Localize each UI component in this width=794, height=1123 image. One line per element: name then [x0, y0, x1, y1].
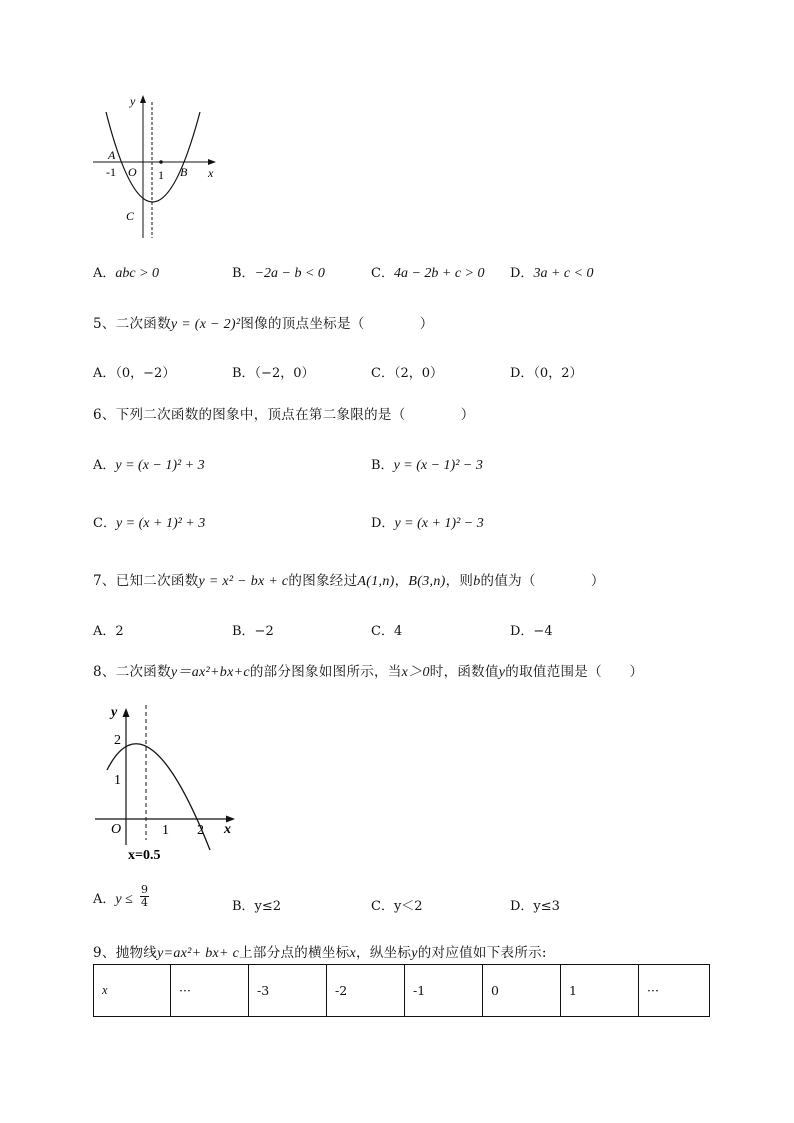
- fig2-origin: O: [111, 822, 122, 837]
- q5-formula: y = (x − 2)²: [170, 317, 241, 332]
- question-5-stem: [93, 312, 434, 333]
- q5-suffix: 图像的顶点坐标是（ ）: [240, 316, 434, 332]
- q8-option-a[interactable]: [93, 883, 149, 909]
- option-expr: 4a − 2b + c > 0: [393, 266, 485, 281]
- q8-end: 的取值范围是（ ）: [505, 664, 644, 680]
- option-expr: abc > 0: [115, 266, 160, 281]
- fig1-x-arrow: [208, 159, 216, 165]
- fig1-origin: O: [128, 165, 137, 179]
- q6-option-d[interactable]: [371, 512, 484, 532]
- table-cell: 0: [483, 965, 561, 1017]
- q6-option-a[interactable]: [93, 454, 205, 474]
- q9-var-x: x: [349, 946, 357, 961]
- q8-option-c[interactable]: C．y＜2: [371, 899, 423, 914]
- fig2-y-arrow: [123, 708, 130, 717]
- q5-option-d[interactable]: D．（0，2）: [510, 366, 583, 381]
- fig2-parabola: [107, 744, 210, 850]
- option-expr: −2a − b < 0: [254, 266, 325, 281]
- q8-mid: 的部分图象如图所示，当: [249, 664, 402, 680]
- q7-suffix: ，则: [445, 573, 474, 589]
- option-expr: 3a + c < 0: [533, 266, 594, 281]
- option-expr: y = (x + 1)² − 3: [394, 516, 484, 531]
- fig1-y-label: y: [130, 94, 136, 108]
- q7-point-a: A(1,n): [357, 574, 395, 589]
- fig1-y-arrow: [140, 95, 146, 103]
- q4-option-c[interactable]: [371, 262, 485, 282]
- q9-var-y: y: [411, 946, 418, 961]
- q9-prefix: 9、抛物线: [93, 945, 158, 961]
- question-9-stem: [93, 941, 547, 962]
- fraction-9-over-4: [140, 884, 149, 909]
- question-7-stem: [93, 569, 605, 590]
- q6-option-c[interactable]: [93, 512, 205, 532]
- q7-end: 的值为（ ）: [480, 573, 605, 589]
- value-table: [93, 964, 710, 1017]
- q7-option-c[interactable]: C．4: [371, 624, 403, 639]
- table-cell: ···: [171, 965, 249, 1017]
- q7-prefix: 7、已知二次函数: [93, 573, 199, 589]
- table-cell: -2: [327, 965, 405, 1017]
- q7-formula: y = x² − bx + c: [198, 574, 289, 589]
- q5-option-a[interactable]: A．（0，−2）: [93, 366, 176, 381]
- fig2-tick-y2: 2: [114, 733, 121, 748]
- parabola-figure-2: [95, 700, 245, 865]
- q7-point-b: B(3,n): [408, 574, 446, 589]
- fig2-y-label: y: [111, 705, 118, 720]
- option-letter: B．: [371, 458, 394, 473]
- q7-option-a[interactable]: A．2: [93, 624, 124, 639]
- fraction-denominator: 4: [140, 896, 148, 909]
- q8-prefix: 8、二次函数: [93, 664, 171, 680]
- option-letter: C．: [93, 516, 116, 531]
- fig2-x-label: x: [224, 822, 231, 837]
- table-cell: -3: [249, 965, 327, 1017]
- question-8-stem: [93, 660, 643, 681]
- fraction-numerator: 9: [140, 883, 148, 896]
- q7-sep: ，: [394, 573, 409, 589]
- table-cell: -1: [405, 965, 483, 1017]
- fig2-tick-x1: 1: [162, 823, 169, 838]
- fig2-tick-x2: 2: [197, 823, 204, 838]
- option-expr: y = (x − 1)² − 3: [393, 458, 483, 473]
- option-letter: D．: [510, 266, 534, 281]
- table-cell: x: [94, 965, 171, 1017]
- option-letter: C．: [371, 266, 394, 281]
- fig2-tick-y1: 1: [114, 773, 121, 788]
- q7-var: b: [473, 574, 481, 589]
- option-letter: A．: [93, 266, 116, 281]
- q8-cond: x＞0: [401, 665, 430, 680]
- table-cell: ···: [639, 965, 710, 1017]
- fig1-parabola: [106, 112, 200, 202]
- q5-option-c[interactable]: C．（2，0）: [371, 366, 443, 381]
- q8-suffix: 时，函数值: [429, 664, 499, 680]
- q8-option-b[interactable]: B．y≤2: [232, 899, 282, 914]
- q4-option-a[interactable]: [93, 262, 159, 282]
- option-expr: y = (x + 1)² + 3: [115, 516, 206, 531]
- option-letter: D．: [371, 516, 395, 531]
- q5-prefix: 5、二次函数: [93, 316, 171, 332]
- fig2-axis-caption: x=0.5: [128, 848, 161, 863]
- fig1-label-A: A: [108, 148, 116, 162]
- option-letter: A．: [93, 892, 116, 907]
- table-cell: 1: [561, 965, 639, 1017]
- q4-option-d[interactable]: [510, 262, 594, 282]
- q8-formula: y＝ax²+bx+c: [170, 665, 250, 680]
- q5-option-b[interactable]: B．（−2，0）: [232, 366, 315, 381]
- option-expr: y = (x − 1)² + 3: [115, 458, 205, 473]
- q7-mid: 的图象经过: [288, 573, 358, 589]
- q8-option-d[interactable]: D．y≤3: [510, 899, 560, 914]
- q9-mid2: ，纵坐标: [356, 945, 412, 961]
- parabola-figure-1: [88, 90, 228, 245]
- q9-formula: y=ax²+ bx+ c: [157, 946, 240, 961]
- fig1-tick-neg1: -1: [106, 165, 116, 179]
- q4-option-b[interactable]: [232, 262, 325, 282]
- fig1-tick-1: 1: [158, 168, 164, 182]
- fig1-point-1: [159, 160, 163, 164]
- q8-var: y: [498, 665, 506, 680]
- fig1-label-C: C: [126, 209, 135, 223]
- option-letter: B．: [232, 266, 255, 281]
- q6-option-b[interactable]: [371, 454, 483, 474]
- fig1-label-B: B: [180, 165, 188, 179]
- q7-option-b[interactable]: B．−2: [232, 624, 274, 639]
- option-lhs: y ≤: [115, 892, 133, 907]
- option-letter: A．: [93, 458, 116, 473]
- fig1-x-label: x: [208, 166, 214, 180]
- question-6-stem: 6、下列二次函数的图象中，顶点在第二象限的是（ ）: [93, 407, 475, 423]
- q7-option-d[interactable]: D．−4: [510, 624, 553, 639]
- q9-end: 的对应值如下表所示:: [417, 945, 547, 961]
- table-row: [94, 965, 710, 1017]
- q9-mid: 上部分点的横坐标: [239, 945, 350, 961]
